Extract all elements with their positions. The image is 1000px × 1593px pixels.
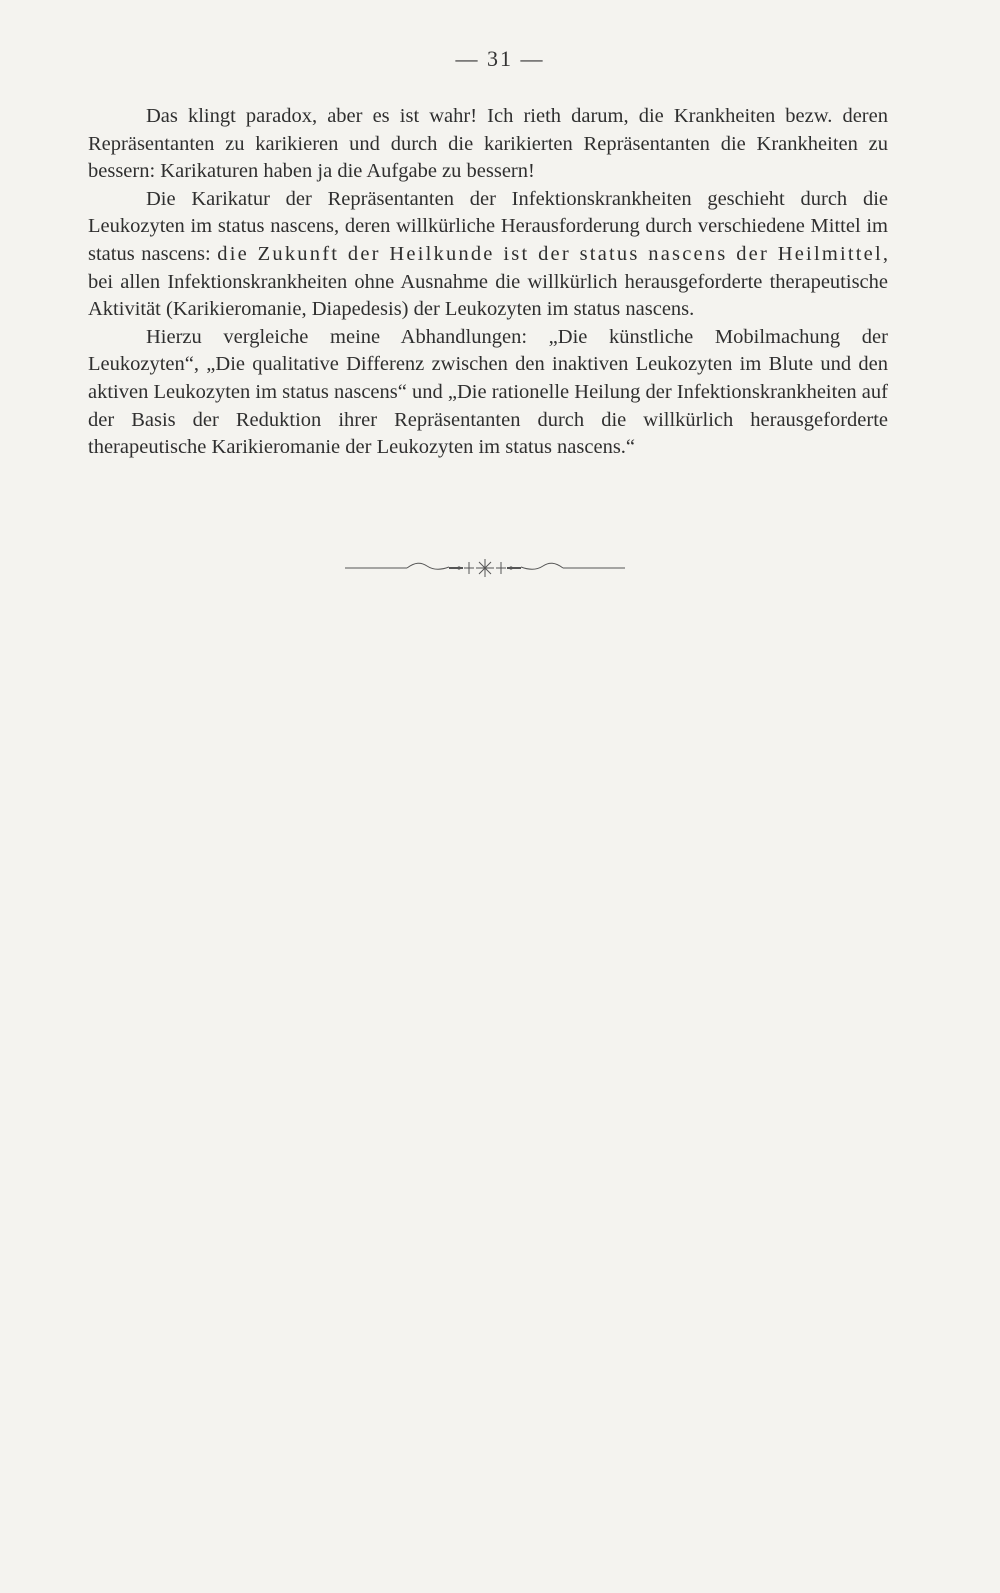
body-text [88, 103, 888, 462]
paragraph-2-end: , bei allen Infektionskrankheiten ohne Ausnahme die willkürlich herausgeforderte therapeutische Aktivität (Karikieromanie, Diapedesis) der Leukozyten im status nascens. [88, 242, 888, 321]
paragraph-1: Das klingt paradox, aber es ist wahr! Ich rieth darum, die Krankheiten bezw. deren Repräsentanten zu karikieren und durch die karikierten Repräsentanten die Krankheiten zu bessern: Karikaturen haben ja die Aufgabe zu bessern! [88, 105, 888, 183]
paragraph-2 [88, 186, 888, 324]
paragraph-2-emphasis: die Zukunft der Heilkunde ist der status nascens der Heilmittel [217, 242, 883, 265]
ornament-divider-icon [345, 556, 625, 580]
paragraph-2-start: Die Karikatur der Repräsentanten der Infektionskrankheiten geschieht durch die Leukozyten im status nascens, deren willkürliche Herausforderung durch verschiedene Mittel im status nascens: [88, 187, 888, 265]
paragraph-3: Hierzu vergleiche meine Abhandlungen: „Die künstliche Mobilmachung der Leukozyten“, „Die qualitative Differenz zwischen den inaktiven Leukozyten im Blute und den aktiven Leukozyten im status nascens“ und „Die rationelle Heilung der Infektionskrankheiten auf der Basis der Reduktion ihrer Repräsentanten durch die willkürlich herausgeforderte therapeutische Karikieromanie der Leukozyten im status nascens.“ [88, 325, 888, 459]
page-number: — 31 — [455, 46, 545, 71]
